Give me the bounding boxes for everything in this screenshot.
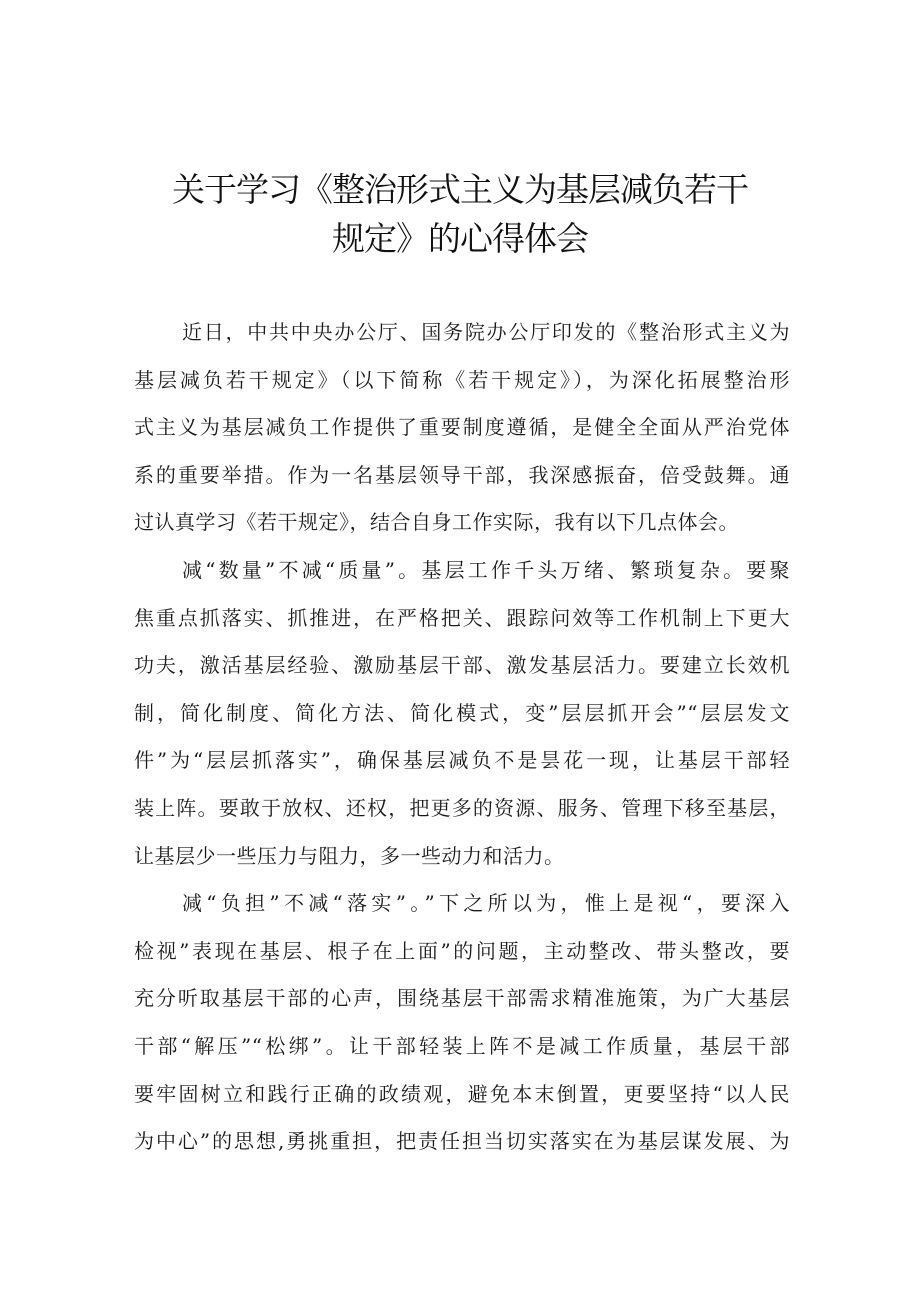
document-title (110, 165, 810, 263)
paragraph-line: 过认真学习《若干规定》，结合自身工作实际，我有以下几点体会。 (134, 510, 739, 535)
paragraph-line: 减“数量”不减“质量”。基层工作千头万绪、繁琐复杂。要聚 (182, 557, 790, 582)
paragraph-line: 基层减负若干规定》（以下简称《若干规定》），为深化拓展整治形 (134, 367, 790, 392)
paragraph (134, 547, 790, 880)
title-line: 关于学习《整治形式主义为基层减负若干 (172, 170, 748, 209)
paragraph (134, 880, 790, 1166)
paragraph-line: 干部“解压”“松绑”。让干部轻装上阵不是减工作质量，基层干部 (134, 1033, 790, 1058)
paragraph-line: 让基层少一些压力与阻力，多一些动力和活力。 (134, 843, 565, 868)
title-line: 规定》的心得体会 (332, 219, 588, 258)
document-body (134, 309, 790, 1166)
paragraph (134, 309, 790, 547)
paragraph-line: 功夫，激活基层经验、激励基层干部、激发基层活力。要建立长效机 (134, 653, 790, 678)
paragraph-line: 为中心”的思想,勇挑重担，把责任担当切实落实在为基层谋发展、为 (134, 1129, 790, 1154)
paragraph-line: 装上阵。要敢于放权、还权，把更多的资源、服务、管理下移至基层， (134, 795, 790, 820)
paragraph-line: 充分听取基层干部的心声，围绕基层干部需求精准施策，为广大基层 (134, 986, 790, 1011)
paragraph-line: 式主义为基层减负工作提供了重要制度遵循，是健全全面从严治党体 (134, 415, 790, 440)
paragraph-line: 件”为“层层抓落实”，确保基层减负不是昙花一现，让基层干部轻 (134, 748, 790, 773)
paragraph-line: 焦重点抓落实、抓推进，在严格把关、跟踪问效等工作机制上下更大 (134, 605, 790, 630)
paragraph-line: 检视”表现在基层、根子在上面”的问题，主动整改、带头整改，要 (134, 938, 790, 963)
paragraph-line: 要牢固树立和践行正确的政绩观，避免本末倒置，更要坚持“以人民 (134, 1081, 790, 1106)
paragraph-line: 系的重要举措。作为一名基层领导干部，我深感振奋，倍受鼓舞。通 (134, 462, 790, 487)
paragraph-line: 近日，中共中央办公厅、国务院办公厅印发的《整治形式主义为 (182, 320, 790, 344)
paragraph-line: 减“负担”不减“落实”。”下之所以为，惟上是视“，要深入 (182, 891, 790, 916)
paragraph-line: 制，简化制度、简化方法、简化模式，变”层层抓开会”“层层发文 (134, 700, 790, 725)
